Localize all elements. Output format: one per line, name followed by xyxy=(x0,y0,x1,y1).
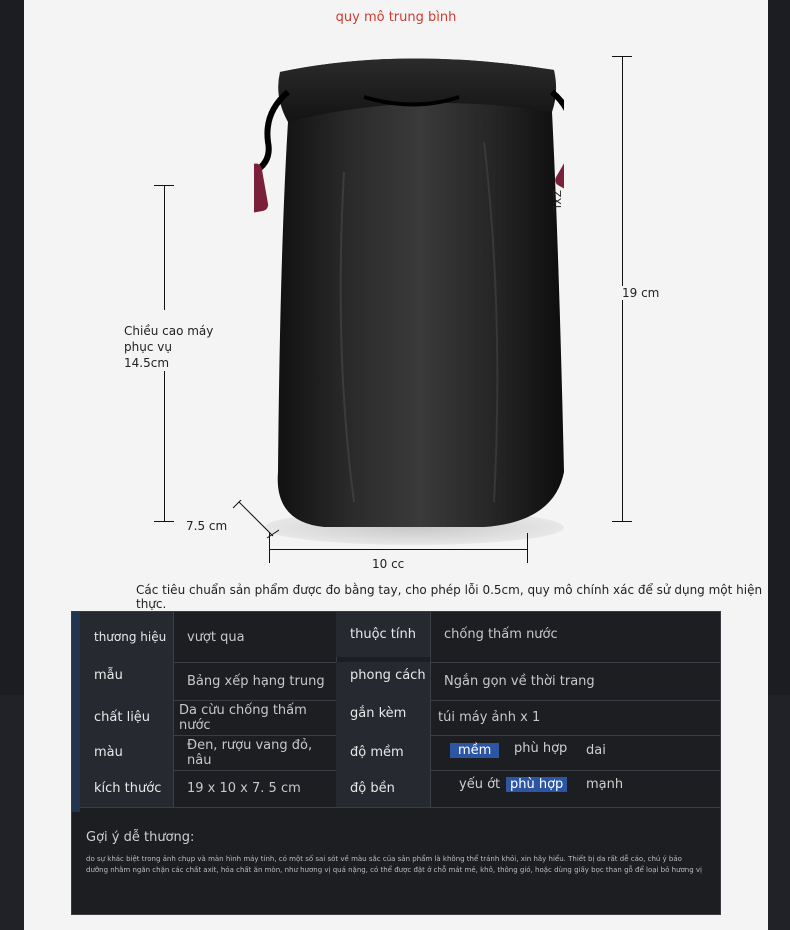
spec-value-material: Da cừu chống thấm nước xyxy=(179,702,307,733)
spec-key-durability: độ bền xyxy=(336,770,431,807)
row-divider xyxy=(80,807,720,808)
camera-height-tick-bottom xyxy=(154,521,174,522)
camera-height-label: Chiều cao máy phục vụ 14.5cm xyxy=(124,323,216,371)
spec-key-material: chất liệu xyxy=(80,700,174,735)
spec-key-softness: độ mềm xyxy=(336,735,431,770)
height-tick-top xyxy=(612,56,632,57)
tips-body: do sự khác biệt trong ảnh chụp và màn hình máy tính, có một số sai sót về màu sắc của sản phẩm là không thể tránh khỏi, xin hãy hiểu. Thiết bị da rất dễ cáo, chú ý bảo dưỡng nhằm ngăn chặn các chất axit, hóa chất ăn mòn, như hương vị quá nặng, có thể được đặt ở chỗ mát mẻ, khô, thông gió, hoặc dùng giấy bọc than gỗ để loại bỏ hương vị xyxy=(86,855,702,874)
spec-key-brand: thương hiệu xyxy=(80,612,174,662)
size-title: quy mô trung bình xyxy=(335,10,457,25)
measurement-note: Các tiêu chuẩn sản phẩm được đo bằng tay, cho phép lỗi 0.5cm, quy mô chính xác để sử dụng một hiện thực. xyxy=(136,583,763,611)
width-dimension-line xyxy=(269,549,527,550)
tips-title: Gợi ý dễ thương: xyxy=(86,830,195,845)
depth-dimension-line xyxy=(229,500,279,540)
camera-height-tick-top xyxy=(154,185,174,186)
width-tick-left xyxy=(269,533,270,563)
brand-tag-text: ZXL xyxy=(550,189,564,212)
spec-key-model: mẫu xyxy=(80,662,174,700)
softness-option-soft[interactable]: mềm xyxy=(450,743,499,758)
spec-key-attribute: thuộc tính xyxy=(336,612,431,657)
spec-accent-bar xyxy=(72,612,80,812)
spec-value-style: Ngắn gọn về thời trang xyxy=(444,673,595,689)
spec-key-color: màu xyxy=(80,735,174,770)
spec-key-style: phong cách xyxy=(336,662,431,700)
durability-option-medium[interactable]: phù hợp xyxy=(506,777,567,792)
softness-option-medium[interactable]: phù hợp xyxy=(514,741,568,756)
camera-height-line-top xyxy=(164,185,165,310)
spec-value-attribute: chống thấm nước xyxy=(444,627,558,642)
spec-table xyxy=(71,611,721,915)
spec-value-color: Đen, rượu vang đỏ, nâu xyxy=(187,737,313,768)
height-label: 19 cm xyxy=(622,286,660,300)
height-tick-bottom xyxy=(612,521,632,522)
camera-height-line-bottom xyxy=(164,362,165,522)
spec-value-model: Bảng xếp hạng trung xyxy=(187,673,325,689)
product-image-panel xyxy=(24,0,768,930)
spec-value-brand: vượt qua xyxy=(187,629,245,645)
softness-option-tough[interactable]: dai xyxy=(586,743,606,758)
depth-label: 7.5 cm xyxy=(186,519,228,533)
spec-value-size: 19 x 10 x 7. 5 cm xyxy=(187,781,301,796)
width-tick-right xyxy=(527,533,528,563)
spec-key-included: gắn kèm xyxy=(336,700,431,735)
durability-option-strong[interactable]: mạnh xyxy=(586,777,624,792)
spec-value-included: túi máy ảnh x 1 xyxy=(438,710,541,725)
width-label: 10 cc xyxy=(372,557,405,571)
spec-key-size: kích thước xyxy=(80,770,174,807)
camera-bag-illustration xyxy=(254,52,564,530)
durability-option-weak[interactable]: yếu ớt xyxy=(459,777,501,792)
